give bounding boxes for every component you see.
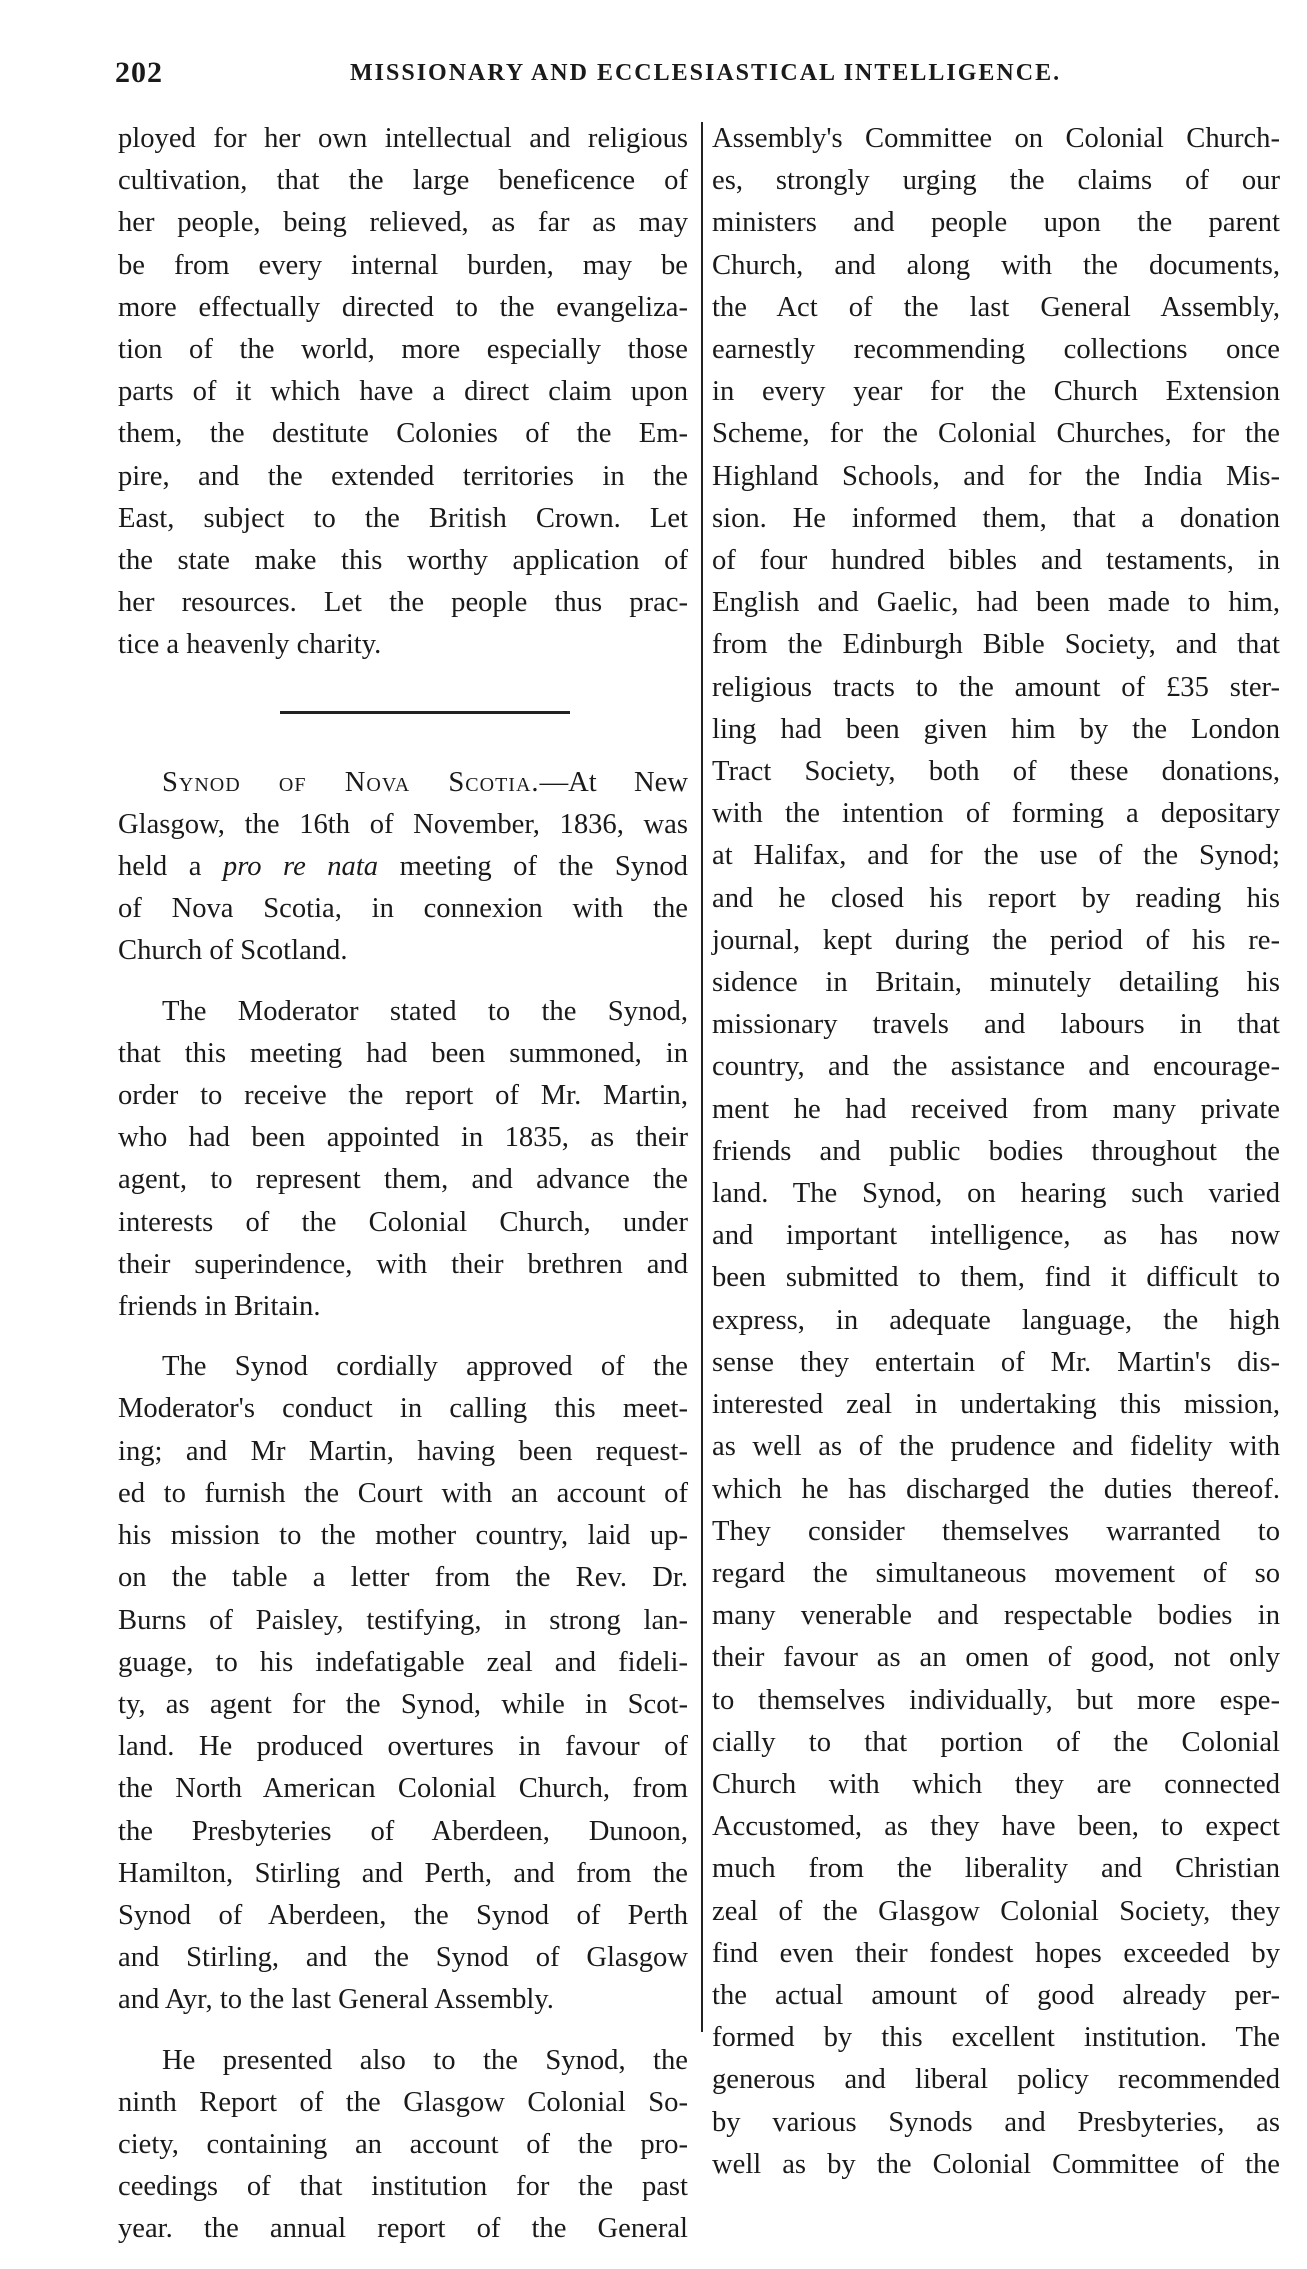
text-line: of Nova Scotia, in connexion with the	[118, 893, 688, 925]
text-line: Tract Society, both of these donations,	[712, 756, 1280, 788]
text-line: held a pro re nata meeting of the Synod	[118, 851, 688, 883]
text-line: in every year for the Church Extension	[712, 376, 1280, 408]
text-line: tion of the world, more especially those	[118, 334, 688, 366]
text-line: country, and the assistance and encourage-	[712, 1051, 1280, 1083]
text-line: friends in Britain.	[118, 1291, 321, 1323]
text-line: and Ayr, to the last General Assembly.	[118, 1984, 554, 2016]
text-line: ty, as agent for the Synod, while in Scot-	[118, 1688, 688, 1720]
text-line: Burns of Paisley, testifying, in strong lan-	[118, 1604, 688, 1636]
text-line: interests of the Colonial Church, under	[118, 1206, 688, 1238]
text-line: Hamilton, Stirling and Perth, and from the	[118, 1857, 688, 1889]
synod-paragraph	[118, 762, 688, 973]
column-divider	[701, 122, 703, 2032]
continued-paragraph	[712, 118, 1280, 2186]
text-line: who had been appointed in 1835, as their	[118, 1122, 688, 1154]
text-line: ling had been given him by the London	[712, 713, 1280, 745]
text-line: find even their fondest hopes exceeded by	[712, 1937, 1280, 1969]
text-line: ministers and people upon the parent	[712, 207, 1280, 239]
text-line: ing; and Mr Martin, having been request-	[118, 1435, 688, 1467]
text-line: express, in adequate language, the high	[712, 1304, 1280, 1336]
text-line: es, strongly urging the claims of our	[712, 165, 1280, 197]
text-line: year. the annual report of the General	[118, 2213, 688, 2245]
presented-paragraph	[118, 2040, 688, 2251]
text-line: their superindence, with their brethren and	[118, 1248, 688, 1280]
text-line: Synod of Aberdeen, the Synod of Perth	[118, 1899, 688, 1931]
text-line: The Moderator stated to the Synod,	[162, 995, 688, 1027]
text-line: Accustomed, as they have been, to expect	[712, 1811, 1280, 1843]
left-column	[118, 118, 688, 2269]
text-line: earnestly recommending collections once	[712, 334, 1280, 366]
text-line: The Synod cordially approved of the	[162, 1351, 688, 1383]
text-line: much from the liberality and Christian	[712, 1853, 1280, 1885]
text-line: at Halifax, and for the use of the Synod;	[712, 840, 1280, 872]
page-number: 202	[115, 56, 163, 89]
text-line: her people, being relieved, as far as may	[118, 207, 688, 239]
text-line: Church of Scotland.	[118, 935, 348, 967]
text-line: Synod of Nova Scotia.—At New	[162, 766, 688, 798]
running-title: MISSIONARY AND ECCLESIASTICAL INTELLIGENCE.	[350, 60, 1062, 86]
text-line: many venerable and respectable bodies in	[712, 1600, 1280, 1632]
text-line: zeal of the Glasgow Colonial Society, they	[712, 1895, 1280, 1927]
text-line: East, subject to the British Crown. Let	[118, 502, 688, 534]
text-line: been submitted to them, find it difficult to	[712, 1262, 1280, 1294]
text-line: generous and liberal policy recommended	[712, 2064, 1280, 2096]
intro-paragraph	[118, 118, 688, 667]
text-line: agent, to represent them, and advance the	[118, 1164, 688, 1196]
text-line: ployed for her own intellectual and religious	[118, 123, 688, 154]
text-line: which he has discharged the duties thereof.	[712, 1473, 1280, 1505]
text-line: the actual amount of good already per-	[712, 1979, 1280, 2011]
text-line: to themselves individually, but more espe-	[712, 1684, 1280, 1716]
text-line: journal, kept during the period of his re-	[712, 924, 1280, 956]
right-column	[712, 118, 1280, 2204]
text-line: his mission to the mother country, laid up-	[118, 1520, 688, 1552]
text-line: order to receive the report of Mr. Martin,	[118, 1080, 688, 1112]
text-line: English and Gaelic, had been made to him,	[712, 587, 1280, 619]
text-line: guage, to his indefatigable zeal and fideli-	[118, 1646, 688, 1678]
text-line: from the Edinburgh Bible Society, and that	[712, 629, 1280, 661]
text-line: Glasgow, the 16th of November, 1836, was	[118, 808, 688, 840]
text-line: ciety, containing an account of the pro-	[118, 2128, 688, 2160]
page-header	[115, 56, 1255, 96]
approval-paragraph	[118, 1346, 688, 2021]
text-line: their favour as an omen of good, not only	[712, 1642, 1280, 1674]
text-line: and important intelligence, as has now	[712, 1220, 1280, 1252]
text-line: her resources. Let the people thus prac-	[118, 587, 688, 619]
text-line: the North American Colonial Church, from	[118, 1773, 688, 1805]
text-line: pire, and the extended territories in the	[118, 460, 688, 492]
text-line: They consider themselves warranted to	[712, 1515, 1280, 1547]
text-line: that this meeting had been summoned, in	[118, 1037, 688, 1069]
text-line: Highland Schools, and for the India Mis-	[712, 460, 1280, 492]
text-line: well as by the Colonial Committee of the	[712, 2148, 1280, 2180]
text-line: tice a heavenly charity.	[118, 629, 382, 661]
text-line: parts of it which have a direct claim upon	[118, 376, 688, 408]
text-line: ceedings of that institution for the past	[118, 2171, 688, 2203]
text-line: formed by this excellent institution. The	[712, 2022, 1280, 2054]
text-line: sidence in Britain, minutely detailing his	[712, 967, 1280, 999]
text-line: regard the simultaneous movement of so	[712, 1557, 1280, 1589]
text-line: land. The Synod, on hearing such varied	[712, 1178, 1280, 1210]
text-line: of four hundred bibles and testaments, in	[712, 545, 1280, 577]
text-line: Scheme, for the Colonial Churches, for the	[712, 418, 1280, 450]
text-line: and Stirling, and the Synod of Glasgow	[118, 1942, 688, 1974]
text-line: Church, and along with the documents,	[712, 249, 1280, 281]
text-line: interested zeal in undertaking this mission,	[712, 1389, 1280, 1421]
text-line: more effectually directed to the evangeliza-	[118, 291, 688, 323]
text-line: religious tracts to the amount of £35 ster-	[712, 671, 1280, 703]
text-line: missionary travels and labours in that	[712, 1009, 1280, 1041]
text-line: He presented also to the Synod, the	[162, 2044, 688, 2076]
text-line: Assembly's Committee on Colonial Church-	[712, 123, 1280, 154]
text-line: Moderator's conduct in calling this meet-	[118, 1393, 688, 1425]
text-line: the Act of the last General Assembly,	[712, 291, 1280, 323]
text-line: on the table a letter from the Rev. Dr.	[118, 1562, 688, 1594]
section-heading: Synod of Nova Scotia.	[162, 766, 540, 798]
text-line: friends and public bodies throughout the	[712, 1135, 1280, 1167]
moderator-paragraph	[118, 991, 688, 1329]
text-line: the Presbyteries of Aberdeen, Dunoon,	[118, 1815, 688, 1847]
text-line: cultivation, that the large beneficence of	[118, 165, 688, 197]
text-line: sion. He informed them, that a donation	[712, 502, 1280, 534]
text-line: ed to furnish the Court with an account of	[118, 1477, 688, 1509]
text-line: sense they entertain of Mr. Martin's dis-	[712, 1346, 1280, 1378]
text-line: Church with which they are connected	[712, 1768, 1280, 1800]
text-line: ninth Report of the Glasgow Colonial So-	[118, 2086, 688, 2118]
text-line: them, the destitute Colonies of the Em-	[118, 418, 688, 450]
text-line: the state make this worthy application of	[118, 545, 688, 577]
text-line: as well as of the prudence and fidelity with	[712, 1431, 1280, 1463]
text-line: with the intention of forming a depositary	[712, 798, 1280, 830]
text-line: land. He produced overtures in favour of	[118, 1731, 688, 1763]
text-line: by various Synods and Presbyteries, as	[712, 2106, 1280, 2138]
text-line: ment he had received from many private	[712, 1093, 1280, 1125]
text-line: and he closed his report by reading his	[712, 882, 1280, 914]
text-line: cially to that portion of the Colonial	[712, 1726, 1280, 1758]
section-separator	[280, 711, 570, 714]
text-line: be from every internal burden, may be	[118, 249, 688, 281]
